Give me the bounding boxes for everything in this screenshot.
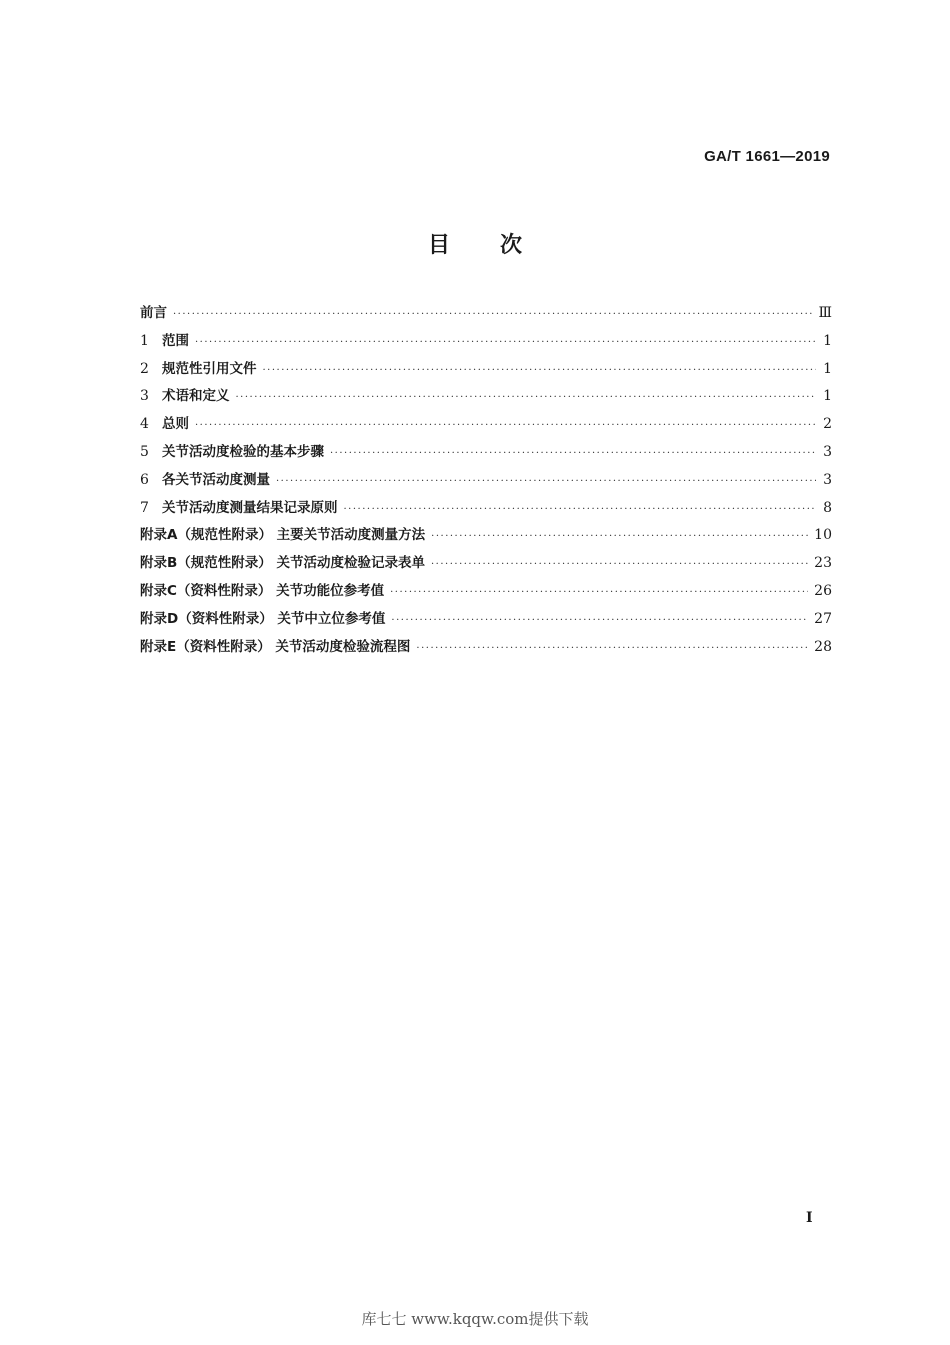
toc-entry-label: 各关节活动度测量 [162,471,270,488]
toc-dot-leader [173,301,812,329]
table-of-contents [140,300,832,661]
toc-dot-leader [344,496,817,524]
toc-entry-label: 附录E（资料性附录） 关节活动度检验流程图 [140,638,411,655]
toc-entry-page: 3 [823,471,832,488]
toc-entry-page: 10 [814,527,832,544]
toc-entry-number: 7 [140,499,149,516]
toc-entry-page: 26 [814,582,832,599]
toc-entry[interactable] [140,411,832,439]
toc-entry-page: 3 [823,443,832,460]
toc-entry[interactable] [140,606,832,634]
toc-entry[interactable] [140,550,832,578]
toc-entry[interactable] [140,522,832,550]
toc-dot-leader [391,607,808,635]
toc-entry-label: 关节活动度检验的基本步骤 [162,443,324,460]
toc-entry[interactable] [140,495,832,523]
toc-dot-leader [236,384,817,412]
toc-entry[interactable] [140,634,832,662]
toc-entry-label: 总则 [162,416,189,433]
toc-entry-page: Ⅲ [818,305,832,321]
toc-entry-page: 1 [823,360,832,377]
toc-entry-number: 1 [140,332,149,349]
toc-dot-leader [195,329,816,357]
toc-entry-page: 1 [823,332,832,349]
toc-entry-label: 附录A（规范性附录） 主要关节活动度测量方法 [140,527,426,544]
toc-entry-page: 27 [814,610,832,627]
toc-entry-page: 1 [823,388,832,405]
toc-entry-number: 4 [140,416,149,433]
toc-entry[interactable] [140,439,832,467]
toc-entry-number: 2 [140,360,149,377]
toc-entry[interactable] [140,328,832,356]
standard-number: GA/T 1661—2019 [704,148,830,165]
toc-entry-label: 规范性引用文件 [162,360,257,377]
toc-entry[interactable] [140,383,832,411]
download-watermark: 库七七 www.kqqw.com提供下载 [361,1310,589,1328]
toc-entry-number: 3 [140,388,149,405]
toc-entry-label: 前言 [140,305,167,321]
toc-dot-leader [431,551,808,579]
toc-entry-label: 关节活动度测量结果记录原则 [162,499,338,516]
toc-entry-label: 术语和定义 [162,388,230,405]
toc-entry-label: 附录B（规范性附录） 关节活动度检验记录表单 [140,555,425,572]
toc-entry-page: 23 [814,555,832,572]
toc-dot-leader [195,412,816,440]
toc-entry-page: 8 [823,499,832,516]
toc-dot-leader [330,440,816,468]
toc-dot-leader [263,357,817,385]
toc-dot-leader [390,579,808,607]
toc-entry[interactable] [140,300,832,328]
toc-dot-leader [431,523,808,551]
toc-entry-label: 附录C（资料性附录） 关节功能位参考值 [140,582,385,599]
toc-entry[interactable] [140,578,832,606]
toc-entry[interactable] [140,467,832,495]
page-number: I [806,1210,813,1226]
toc-dot-leader [416,635,808,663]
toc-entry[interactable] [140,356,832,384]
toc-dot-leader [276,468,816,496]
toc-entry-label: 范围 [162,332,189,349]
toc-entry-number: 5 [140,443,149,460]
toc-entry-number: 6 [140,471,149,488]
toc-entry-label: 附录D（资料性附录） 关节中立位参考值 [140,610,386,627]
toc-entry-page: 28 [814,638,832,655]
toc-entry-page: 2 [823,416,832,433]
toc-title: 目次 [427,233,572,258]
